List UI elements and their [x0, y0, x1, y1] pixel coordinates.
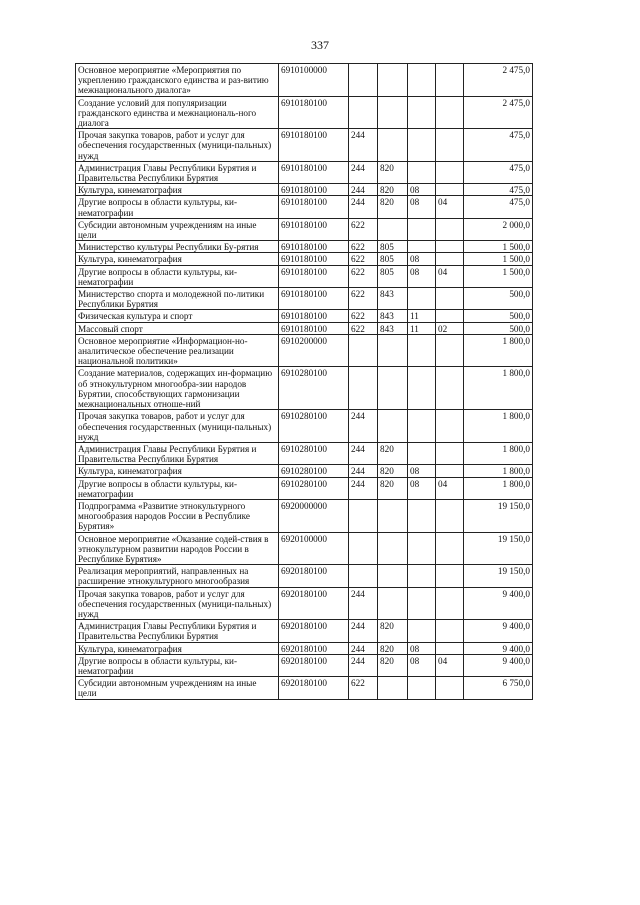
- table-row: [76, 265, 533, 287]
- ministry-code-cell: [378, 587, 408, 620]
- table-row: [76, 642, 533, 654]
- expense-type-cell: 622: [349, 265, 378, 287]
- target-code-cell: 6920180100: [279, 642, 349, 654]
- section-cell: [408, 241, 436, 253]
- subsection-cell: 04: [436, 265, 464, 287]
- amount-cell: 19 150,0: [464, 565, 533, 587]
- ministry-code-cell: [378, 96, 408, 129]
- table-row: [76, 322, 533, 334]
- amount-cell: 1 800,0: [464, 442, 533, 464]
- subsection-cell: [436, 532, 464, 565]
- table-row: [76, 218, 533, 240]
- subsection-cell: [436, 565, 464, 587]
- target-code-cell: 6910180100: [279, 265, 349, 287]
- amount-cell: 9 400,0: [464, 587, 533, 620]
- section-cell: [408, 620, 436, 642]
- expense-type-cell: [349, 499, 378, 532]
- amount-cell: 1 500,0: [464, 253, 533, 265]
- amount-cell: 475,0: [464, 129, 533, 162]
- expense-type-cell: 244: [349, 129, 378, 162]
- subsection-cell: [436, 310, 464, 322]
- section-cell: [408, 96, 436, 129]
- subsection-cell: 04: [436, 196, 464, 218]
- table-row: [76, 96, 533, 129]
- expense-type-cell: [349, 367, 378, 410]
- ministry-code-cell: [378, 532, 408, 565]
- amount-cell: 9 400,0: [464, 642, 533, 654]
- item-name-cell: Министерство спорта и молодежной по-литики Республики Бурятия: [76, 288, 279, 310]
- ministry-code-cell: [378, 565, 408, 587]
- amount-cell: 475,0: [464, 161, 533, 183]
- expense-type-cell: [349, 565, 378, 587]
- ministry-code-cell: [378, 677, 408, 699]
- expense-type-cell: [349, 96, 378, 129]
- table-row: [76, 288, 533, 310]
- item-name-cell: Культура, кинематография: [76, 642, 279, 654]
- target-code-cell: 6920180100: [279, 677, 349, 699]
- amount-cell: 2 475,0: [464, 96, 533, 129]
- table-row: [76, 196, 533, 218]
- item-name-cell: Основное мероприятие «Мероприятия по укреплению гражданского единства и раз-витию межнационального диалога»: [76, 64, 279, 97]
- expense-type-cell: 244: [349, 161, 378, 183]
- ministry-code-cell: 843: [378, 310, 408, 322]
- subsection-cell: [436, 367, 464, 410]
- subsection-cell: [436, 642, 464, 654]
- expense-type-cell: [349, 64, 378, 97]
- item-name-cell: Прочая закупка товаров, работ и услуг для обеспечения государственных (муници-пальных) нужд: [76, 410, 279, 443]
- target-code-cell: 6910180100: [279, 288, 349, 310]
- item-name-cell: Создание условий для популяризации гражданского единства и межнациональ-ного диалога: [76, 96, 279, 129]
- ministry-code-cell: 843: [378, 288, 408, 310]
- target-code-cell: 6920180100: [279, 620, 349, 642]
- target-code-cell: 6920180100: [279, 587, 349, 620]
- ministry-code-cell: 820: [378, 642, 408, 654]
- target-code-cell: 6910180100: [279, 218, 349, 240]
- subsection-cell: [436, 499, 464, 532]
- item-name-cell: Массовый спорт: [76, 322, 279, 334]
- section-cell: 08: [408, 184, 436, 196]
- amount-cell: 475,0: [464, 196, 533, 218]
- target-code-cell: 6920180100: [279, 565, 349, 587]
- table-row: [76, 241, 533, 253]
- expense-type-cell: 244: [349, 465, 378, 477]
- target-code-cell: 6910280100: [279, 410, 349, 443]
- expense-type-cell: 244: [349, 184, 378, 196]
- ministry-code-cell: 805: [378, 265, 408, 287]
- item-name-cell: Администрация Главы Республики Бурятия и Правительства Республики Бурятия: [76, 442, 279, 464]
- expense-type-cell: [349, 334, 378, 367]
- section-cell: 11: [408, 310, 436, 322]
- ministry-code-cell: 805: [378, 241, 408, 253]
- table-row: [76, 442, 533, 464]
- item-name-cell: Реализация мероприятий, направленных на расширение этнокультурного многообразия: [76, 565, 279, 587]
- target-code-cell: 6910180100: [279, 96, 349, 129]
- target-code-cell: 6920000000: [279, 499, 349, 532]
- subsection-cell: [436, 410, 464, 443]
- ministry-code-cell: [378, 367, 408, 410]
- item-name-cell: Другие вопросы в области культуры, ки-нематографии: [76, 265, 279, 287]
- subsection-cell: [436, 184, 464, 196]
- page-number: 337: [311, 38, 329, 52]
- amount-cell: 1 800,0: [464, 465, 533, 477]
- amount-cell: 500,0: [464, 322, 533, 334]
- ministry-code-cell: 820: [378, 184, 408, 196]
- expense-type-cell: 244: [349, 620, 378, 642]
- section-cell: 08: [408, 465, 436, 477]
- amount-cell: 1 500,0: [464, 265, 533, 287]
- section-cell: [408, 161, 436, 183]
- section-cell: [408, 64, 436, 97]
- expense-type-cell: 244: [349, 587, 378, 620]
- expense-type-cell: 244: [349, 654, 378, 676]
- subsection-cell: [436, 442, 464, 464]
- table-row: [76, 620, 533, 642]
- item-name-cell: Другие вопросы в области культуры, ки-нематографии: [76, 654, 279, 676]
- item-name-cell: Основное мероприятие «Информацион-но-аналитическое обеспечение реализации национальной политики»: [76, 334, 279, 367]
- section-cell: 08: [408, 642, 436, 654]
- ministry-code-cell: [378, 499, 408, 532]
- table-row: [76, 367, 533, 410]
- section-cell: 08: [408, 477, 436, 499]
- item-name-cell: Культура, кинематография: [76, 184, 279, 196]
- subsection-cell: [436, 129, 464, 162]
- amount-cell: 19 150,0: [464, 532, 533, 565]
- expense-type-cell: 622: [349, 241, 378, 253]
- target-code-cell: 6910180100: [279, 241, 349, 253]
- section-cell: [408, 367, 436, 410]
- target-code-cell: 6910280100: [279, 367, 349, 410]
- subsection-cell: [436, 64, 464, 97]
- amount-cell: 1 800,0: [464, 334, 533, 367]
- target-code-cell: 6910280100: [279, 465, 349, 477]
- item-name-cell: Культура, кинематография: [76, 253, 279, 265]
- item-name-cell: Культура, кинематография: [76, 465, 279, 477]
- target-code-cell: 6910180100: [279, 310, 349, 322]
- ministry-code-cell: [378, 64, 408, 97]
- subsection-cell: [436, 253, 464, 265]
- item-name-cell: Субсидии автономным учреждениям на иные цели: [76, 218, 279, 240]
- amount-cell: 1 800,0: [464, 367, 533, 410]
- amount-cell: 9 400,0: [464, 654, 533, 676]
- expense-type-cell: 244: [349, 442, 378, 464]
- section-cell: [408, 587, 436, 620]
- expense-type-cell: 622: [349, 218, 378, 240]
- subsection-cell: [436, 620, 464, 642]
- ministry-code-cell: [378, 129, 408, 162]
- expense-type-cell: 622: [349, 322, 378, 334]
- section-cell: 08: [408, 253, 436, 265]
- subsection-cell: 02: [436, 322, 464, 334]
- section-cell: 11: [408, 322, 436, 334]
- subsection-cell: [436, 161, 464, 183]
- subsection-cell: [436, 677, 464, 699]
- section-cell: [408, 410, 436, 443]
- budget-table: [75, 63, 533, 700]
- section-cell: [408, 565, 436, 587]
- section-cell: [408, 677, 436, 699]
- table-row: [76, 184, 533, 196]
- subsection-cell: [436, 96, 464, 129]
- item-name-cell: Администрация Главы Республики Бурятия и Правительства Республики Бурятия: [76, 161, 279, 183]
- item-name-cell: Министерство культуры Республики Бу-рятия: [76, 241, 279, 253]
- expense-type-cell: [349, 532, 378, 565]
- ministry-code-cell: 820: [378, 620, 408, 642]
- target-code-cell: 6920100000: [279, 532, 349, 565]
- expense-type-cell: 244: [349, 410, 378, 443]
- table-row: [76, 465, 533, 477]
- amount-cell: 9 400,0: [464, 620, 533, 642]
- table-row: [76, 334, 533, 367]
- table-row: [76, 654, 533, 676]
- amount-cell: 500,0: [464, 310, 533, 322]
- section-cell: [408, 288, 436, 310]
- amount-cell: 6 750,0: [464, 677, 533, 699]
- subsection-cell: 04: [436, 654, 464, 676]
- target-code-cell: 6910180100: [279, 253, 349, 265]
- target-code-cell: 6910200000: [279, 334, 349, 367]
- amount-cell: 500,0: [464, 288, 533, 310]
- table-row: [76, 532, 533, 565]
- subsection-cell: 04: [436, 477, 464, 499]
- expense-type-cell: 244: [349, 642, 378, 654]
- table-row: [76, 565, 533, 587]
- item-name-cell: Субсидии автономным учреждениям на иные цели: [76, 677, 279, 699]
- item-name-cell: Физическая культура и спорт: [76, 310, 279, 322]
- subsection-cell: [436, 465, 464, 477]
- ministry-code-cell: 820: [378, 465, 408, 477]
- ministry-code-cell: 805: [378, 253, 408, 265]
- amount-cell: 2 000,0: [464, 218, 533, 240]
- section-cell: [408, 218, 436, 240]
- expense-type-cell: 244: [349, 477, 378, 499]
- target-code-cell: 6910180100: [279, 161, 349, 183]
- amount-cell: 19 150,0: [464, 499, 533, 532]
- amount-cell: 1 500,0: [464, 241, 533, 253]
- expense-type-cell: 622: [349, 310, 378, 322]
- amount-cell: 1 800,0: [464, 477, 533, 499]
- table-row: [76, 477, 533, 499]
- table-row: [76, 64, 533, 97]
- expense-type-cell: 622: [349, 288, 378, 310]
- item-name-cell: Создание материалов, содержащих ин-формацию об этнокультурном многообра-зии народов Бурятии, способствующих гармонизации межнациональных отноше-ний: [76, 367, 279, 410]
- ministry-code-cell: [378, 218, 408, 240]
- item-name-cell: Подпрограмма «Развитие этнокультурного многообразия народов России в Республике Бурятия»: [76, 499, 279, 532]
- subsection-cell: [436, 334, 464, 367]
- target-code-cell: 6910180100: [279, 129, 349, 162]
- target-code-cell: 6910280100: [279, 442, 349, 464]
- table-row: [76, 677, 533, 699]
- section-cell: [408, 129, 436, 162]
- item-name-cell: Прочая закупка товаров, работ и услуг для обеспечения государственных (муници-пальных) нужд: [76, 129, 279, 162]
- amount-cell: 1 800,0: [464, 410, 533, 443]
- target-code-cell: 6910180100: [279, 196, 349, 218]
- table-row: [76, 499, 533, 532]
- section-cell: 08: [408, 196, 436, 218]
- table-row: [76, 161, 533, 183]
- ministry-code-cell: 820: [378, 654, 408, 676]
- target-code-cell: 6910100000: [279, 64, 349, 97]
- subsection-cell: [436, 288, 464, 310]
- ministry-code-cell: [378, 410, 408, 443]
- ministry-code-cell: 820: [378, 196, 408, 218]
- subsection-cell: [436, 241, 464, 253]
- table-row: [76, 129, 533, 162]
- expense-type-cell: 622: [349, 677, 378, 699]
- table-row: [76, 587, 533, 620]
- section-cell: [408, 334, 436, 367]
- section-cell: [408, 532, 436, 565]
- section-cell: 08: [408, 654, 436, 676]
- item-name-cell: Другие вопросы в области культуры, ки-нематографии: [76, 477, 279, 499]
- section-cell: [408, 499, 436, 532]
- item-name-cell: Прочая закупка товаров, работ и услуг для обеспечения государственных (муници-пальных) нужд: [76, 587, 279, 620]
- amount-cell: 475,0: [464, 184, 533, 196]
- target-code-cell: 6910180100: [279, 184, 349, 196]
- section-cell: [408, 442, 436, 464]
- subsection-cell: [436, 218, 464, 240]
- amount-cell: 2 475,0: [464, 64, 533, 97]
- table-row: [76, 253, 533, 265]
- target-code-cell: 6910280100: [279, 477, 349, 499]
- section-cell: 08: [408, 265, 436, 287]
- item-name-cell: Администрация Главы Республики Бурятия и Правительства Республики Бурятия: [76, 620, 279, 642]
- table-row: [76, 410, 533, 443]
- ministry-code-cell: 820: [378, 442, 408, 464]
- item-name-cell: Другие вопросы в области культуры, ки-нематографии: [76, 196, 279, 218]
- table-body: [76, 64, 533, 700]
- expense-type-cell: 622: [349, 253, 378, 265]
- ministry-code-cell: 820: [378, 477, 408, 499]
- item-name-cell: Основное мероприятие «Оказание содей-ствия в этнокультурном развитии народов России в Республике Бурятия»: [76, 532, 279, 565]
- subsection-cell: [436, 587, 464, 620]
- ministry-code-cell: 843: [378, 322, 408, 334]
- target-code-cell: 6910180100: [279, 322, 349, 334]
- table-row: [76, 310, 533, 322]
- ministry-code-cell: 820: [378, 161, 408, 183]
- ministry-code-cell: [378, 334, 408, 367]
- expense-type-cell: 244: [349, 196, 378, 218]
- target-code-cell: 6920180100: [279, 654, 349, 676]
